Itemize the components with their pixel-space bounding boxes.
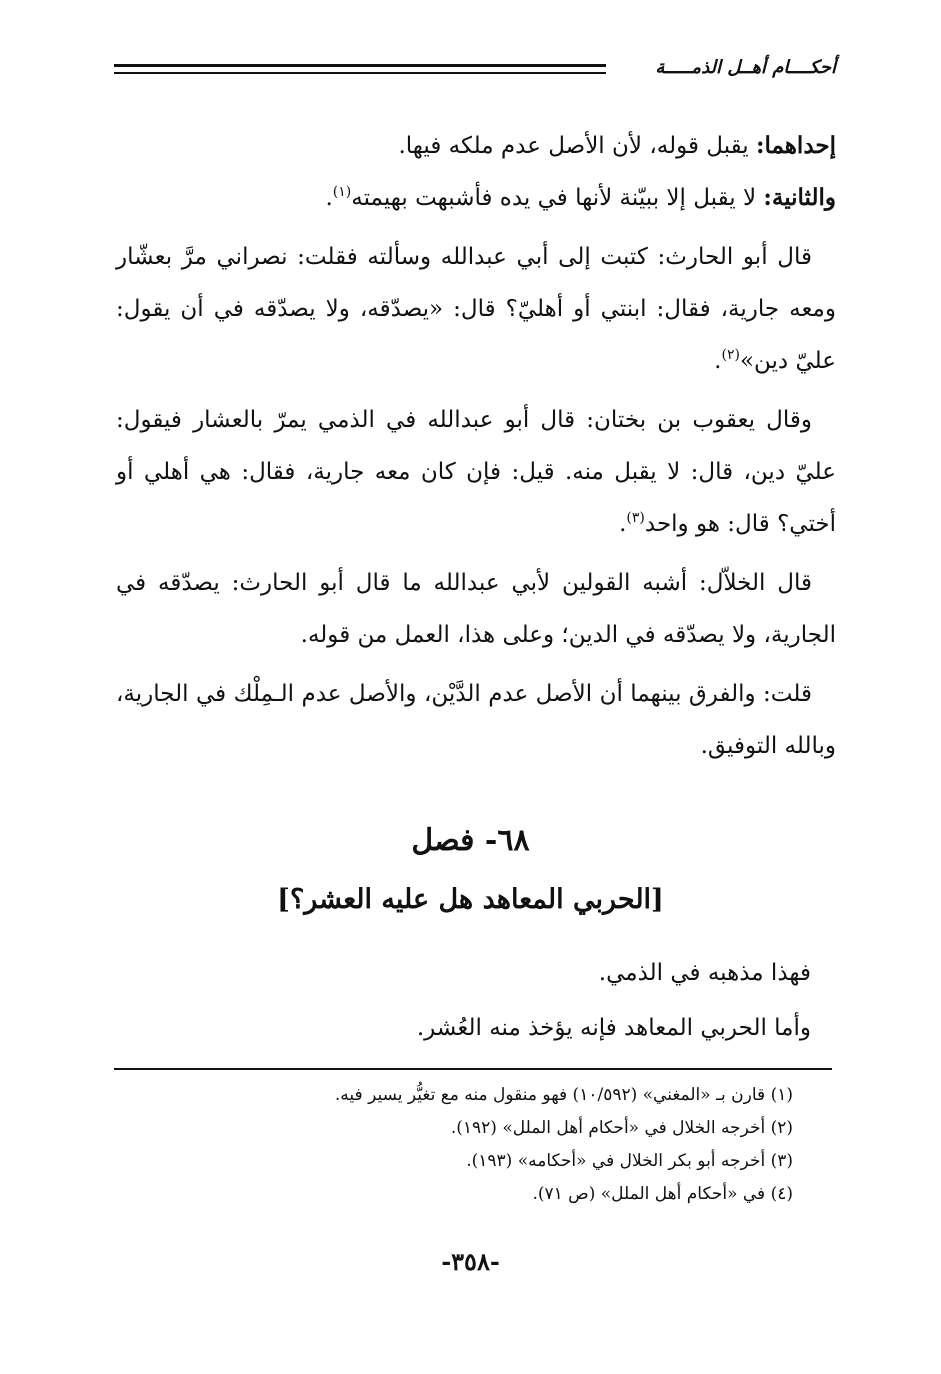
period: .: [325, 185, 333, 211]
text-first: يقبل قوله، لأن الأصل عدم ملكه فيها.: [398, 133, 756, 159]
paragraph-second-opinion: [116, 172, 836, 224]
section-title: [الحربي المعاهد هل عليه العشر؟]: [277, 884, 664, 915]
paragraph-first-opinion: [116, 120, 836, 172]
page-number: -٣٥٨-: [441, 1247, 500, 1276]
paragraph-yaqub: [116, 394, 836, 550]
text-second: لا يقبل إلا ببيّنة لأنها في يده فأشبهت بهيمته: [351, 185, 764, 211]
footnotes: [335, 1079, 793, 1211]
header-rule-thin: [114, 72, 606, 74]
footnote-ref-3: (٣): [626, 510, 645, 526]
paragraph-abu-harith: [116, 231, 836, 387]
header-rule-thick: [114, 64, 606, 67]
footnote-divider: [114, 1068, 832, 1070]
footnote-1: (١) قارن بـ «المغني» (١٠/٥٩٢) فهو منقول منه مع تغيُّر يسير فيه.: [334, 1085, 793, 1105]
label-second: والثانية:: [763, 184, 836, 211]
paragraph-dhimmi: فهذا مذهبه في الذمي.: [598, 960, 811, 986]
text-abu-harith: قال أبو الحارث: كتبت إلى أبي عبدالله وسألته فقلت: نصراني مرَّ بعشّار ومعه جارية، فقال: ابنتي أو أهليّ؟ قال: «يصدّقه، ولا يصدّقه في أن يقول: عليّ دين»: [116, 244, 836, 374]
period: .: [714, 348, 722, 374]
paragraph-qultu: قلت: والفرق بينهما أن الأصل عدم الدَّيْن، والأصل عدم الـمِلْك في الجارية، وبالله التوفيق.: [116, 681, 836, 759]
footnote-4: (٤) في «أحكام أهل الملل» (ص ٧١).: [532, 1184, 793, 1204]
section-heading: ٦٨- فصل: [411, 823, 530, 858]
paragraph-khallal: قال الخلاّل: أشبه القولين لأبي عبدالله ما قال أبو الحارث: يصدّقه في الجارية، ولا يصدّقه في الدين؛ وعلى هذا، العمل من قوله.: [116, 570, 836, 648]
footnote-ref-1: (١): [332, 184, 352, 200]
main-text: [116, 120, 836, 772]
running-title: أحكــــام أهــل الذمـــــة: [655, 57, 836, 78]
text-yaqub: وقال يعقوب بن بختان: قال أبو عبدالله في الذمي يمرّ بالعشار فيقول: عليّ دين، قال: لا يقبل منه. قيل: فإن كان معه جارية، فقال: هي أهلي أو أختي؟ قال: هو واحد: [116, 407, 836, 537]
footnote-3: (٣) أخرجه أبو بكر الخلال في «أحكامه» (١٩٣).: [466, 1151, 793, 1171]
paragraph-harbi: وأما الحربي المعاهد فإنه يؤخذ منه العُشر.: [416, 1015, 811, 1041]
footnote-2: (٢) أخرجه الخلال في «أحكام أهل الملل» (١٩٢).: [450, 1118, 793, 1138]
footnote-ref-2: (٢): [721, 347, 740, 363]
period: .: [619, 511, 627, 537]
header-rule: [114, 64, 606, 75]
label-first: إحداهما:: [756, 132, 836, 159]
